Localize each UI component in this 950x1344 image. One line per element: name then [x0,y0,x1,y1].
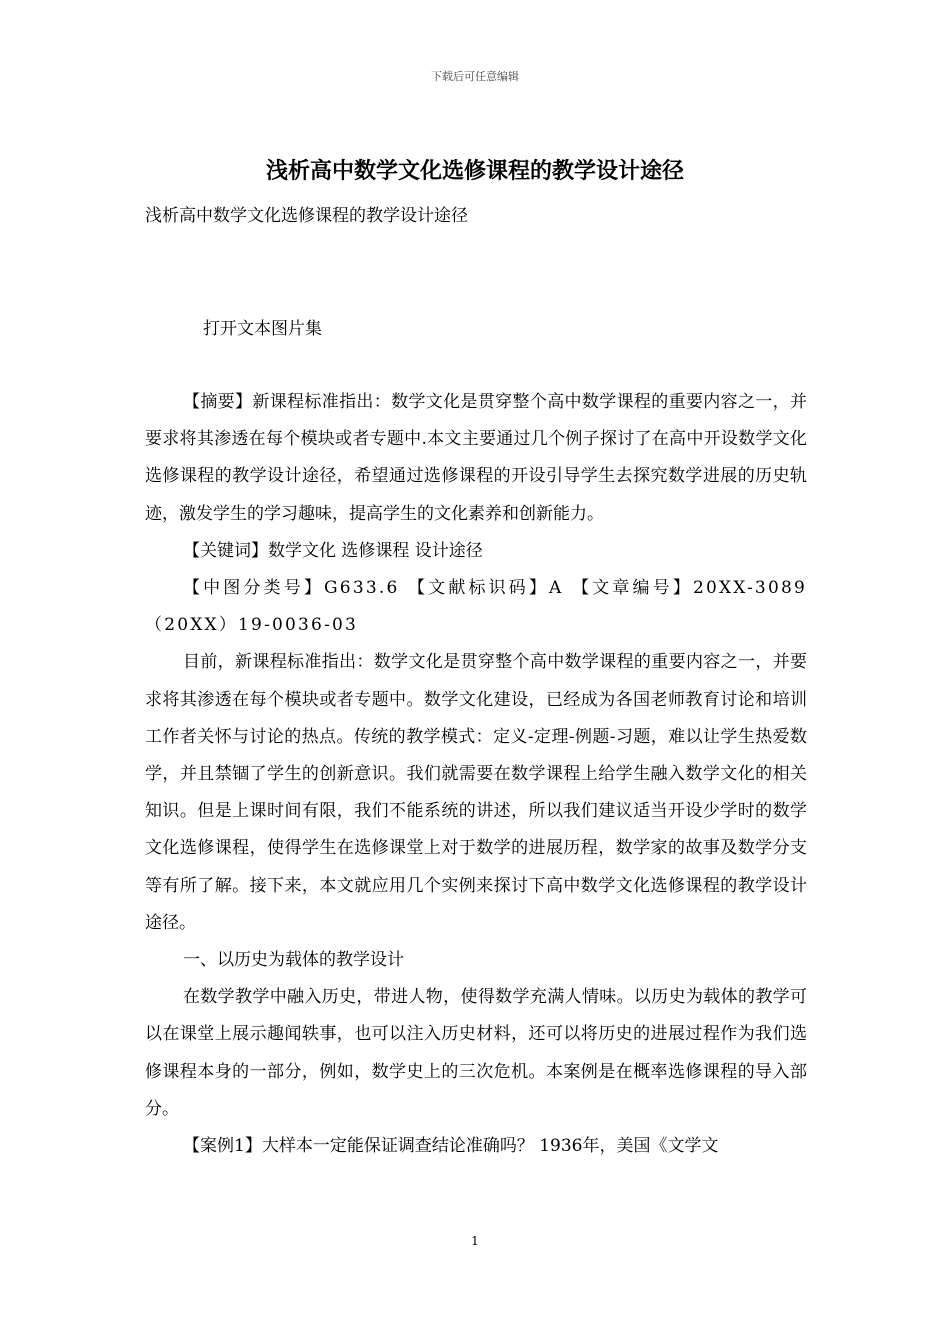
section1-paragraph: 在数学教学中融入历史，带进人物，使得数学充满人情味。以历史为载体的教学可以在课堂上展示趣闻轶事，也可以注入历史材料，还可以将历史的进展过程作为我们选修课程本身的一部分，例如，数学史上的三次危机。本案例是在概率选修课程的导入部分。 [145,987,807,1119]
open-image-gallery-link[interactable]: 打开文本图片集 [203,319,322,339]
classification-paragraph: 【中图分类号】G633.6 【文献标识码】A 【文章编号】20XX-3089（20XX）19-0036-03 [145,578,807,636]
document-title: 浅析高中数学文化选修课程的教学设计途径 [265,159,684,184]
abstract-paragraph: 【摘要】新课程标准指出：数学文化是贯穿整个高中数学课程的重要内容之一，并要求将其渗透在每个模块或者专题中.本文主要通过几个例子探讨了在高中开设数学文化选修课程的教学设计途径，希望通过选修课程的开设引导学生去探究数学进展的历史轨迹，激发学生的学习趣味，提高学生的文化素养和创新能力。 [145,392,807,524]
section1-heading: 一、以历史为载体的教学设计 [183,950,404,971]
document-subtitle: 浅析高中数学文化选修课程的教学设计途径 [145,206,468,226]
page-header-note: 下载后可任意编辑 [431,70,519,83]
document-body [145,384,807,1165]
intro-paragraph: 目前，新课程标准指出：数学文化是贯穿整个高中数学课程的重要内容之一，并要求将其渗透在每个模块或者专题中。数学文化建设，已经成为各国老师教育讨论和培训工作者关怀与讨论的热点。传统的教学模式：定义-定理-例题-习题，难以让学生热爱数学，并且禁锢了学生的创新意识。我们就需要在数学课程上给学生融入数学文化的相关知识。但是上课时间有限，我们不能系统的讲述，所以我们建议适当开设少学时的数学文化选修课程，使得学生在选修课堂上对于数学的进展历程，数学家的故事及数学分支等有所了解。接下来，本文就应用几个实例来探讨下高中数学文化选修课程的教学设计途径。 [145,652,807,933]
case1-paragraph: 【案例1】大样本一定能保证调查结论准确吗？ 1936年，美国《文学文 [183,1136,719,1157]
page-number: 1 [471,1234,479,1248]
keywords-paragraph: 【关键词】数学文化 选修课程 设计途径 [183,540,483,561]
